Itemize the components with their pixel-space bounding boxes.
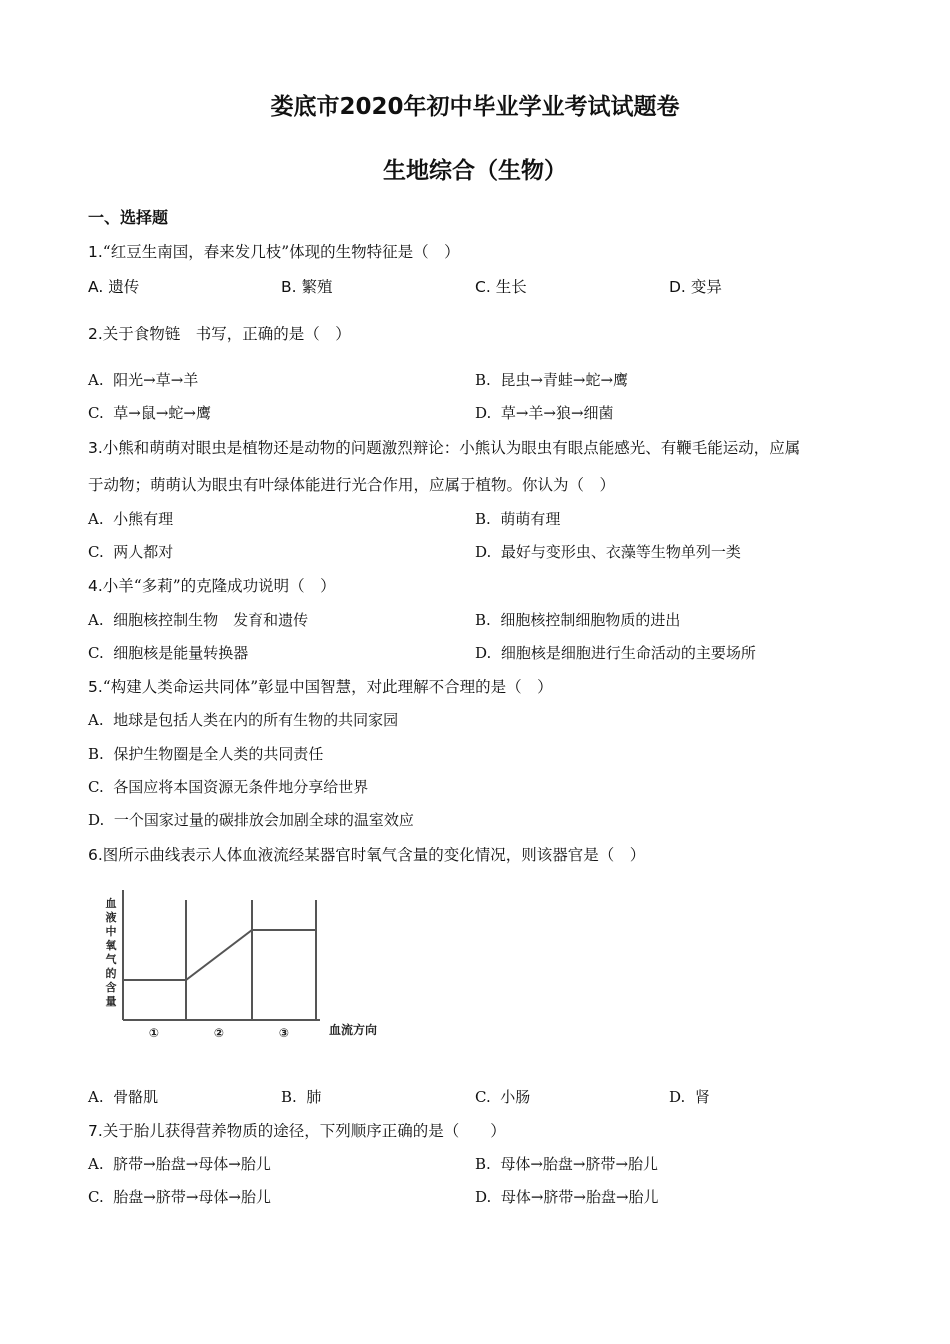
option-5b: B. 保护生物圈是全人类的共同责任 xyxy=(88,745,324,763)
option-5a: A. 地球是包括人类在内的所有生物的共同家园 xyxy=(88,711,399,729)
option-3a: A. 小熊有理 xyxy=(88,510,174,528)
question-7 xyxy=(88,1119,506,1141)
option-5d: D. 一个国家过量的碳排放会加剧全球的温室效应 xyxy=(88,811,414,829)
question-stem: 关于胎儿获得营养物质的途径，下列顺序正确的是（ ） xyxy=(102,1122,506,1140)
option-4c: C. 细胞核是能量转换器 xyxy=(88,644,249,662)
option-3d: D. 最好与变形虫、衣藻等生物单列一类 xyxy=(475,543,741,561)
question-4 xyxy=(88,574,336,596)
option-7c: C. 胎盘→脐带→母体→胎儿 xyxy=(88,1188,271,1206)
question-number: 3. xyxy=(88,439,103,457)
option-4d: D. 细胞核是细胞进行生命活动的主要场所 xyxy=(475,644,756,662)
region-label-3: ③ xyxy=(278,1026,290,1040)
y-axis-label-char: 含 xyxy=(105,981,117,994)
question-stem: 图所示曲线表示人体血液流经某器官时氧气含量的变化情况，则该器官是（ ） xyxy=(102,846,646,864)
option-4b: B. 细胞核控制细胞物质的进出 xyxy=(475,611,681,629)
question-number: 5. xyxy=(88,678,103,696)
option-4a: A. 细胞核控制生物 发育和遗传 xyxy=(88,611,309,629)
option-1c: C. 生长 xyxy=(475,278,527,296)
question-number: 1. xyxy=(88,243,103,261)
region-label-1: ① xyxy=(148,1026,160,1040)
question-number: 6. xyxy=(88,846,103,864)
y-axis-label xyxy=(106,896,118,1008)
question-stem: 关于食物链 书写，正确的是（ ） xyxy=(102,325,351,343)
option-2d: D. 草→羊→狼→细菌 xyxy=(475,404,614,422)
y-axis-label-char: 量 xyxy=(105,995,117,1008)
option-7b: B. 母体→胎盘→脐带→胎儿 xyxy=(475,1155,659,1173)
question-stem: “红豆生南国，春来发几枝”体现的生物特征是（ ） xyxy=(102,243,460,261)
option-1d: D. 变异 xyxy=(669,278,722,296)
option-7a: A. 脐带→胎盘→母体→胎儿 xyxy=(88,1155,271,1173)
question-6 xyxy=(88,843,645,865)
y-axis-label-char: 氧 xyxy=(105,939,117,952)
option-6c: C. 小肠 xyxy=(475,1088,531,1106)
option-2c: C. 草→鼠→蛇→鹰 xyxy=(88,404,211,422)
option-2b: B. 昆虫→青蛙→蛇→鹰 xyxy=(475,371,629,389)
question-number: 7. xyxy=(88,1122,103,1140)
question-stem: “构建人类命运共同体”彰显中国智慧，对此理解不合理的是（ ） xyxy=(102,678,553,696)
option-6b: B. 肺 xyxy=(281,1088,322,1106)
question-stem-line1: 小熊和萌萌对眼虫是植物还是动物的问题激烈辩论：小熊认为眼虫有眼点能感光、有鞭毛能运动，应属 xyxy=(102,439,801,457)
x-axis-label: 血流方向 xyxy=(329,1023,378,1037)
option-1b: B. 繁殖 xyxy=(281,278,333,296)
oxygen-curve xyxy=(123,930,316,980)
option-2a: A. 阳光→草→羊 xyxy=(88,371,199,389)
question-1 xyxy=(88,240,460,262)
question-3 xyxy=(88,436,800,458)
section-heading: 一、选择题 xyxy=(88,208,169,227)
question-3-line2: 于动物；萌萌认为眼虫有叶绿体能进行光合作用，应属于植物。你认为（ ） xyxy=(88,476,616,494)
y-axis-label-char: 的 xyxy=(105,967,117,980)
question-stem: 小羊“多莉”的克隆成功说明（ ） xyxy=(102,577,336,595)
oxygen-content-chart xyxy=(95,885,405,1050)
question-2 xyxy=(88,322,351,344)
question-number: 4. xyxy=(88,577,103,595)
y-axis-label-char: 中 xyxy=(105,925,117,938)
option-6d: D. 肾 xyxy=(669,1088,710,1106)
y-axis-label-char: 血 xyxy=(105,897,117,910)
option-7d: D. 母体→脐带→胎盘→胎儿 xyxy=(475,1188,659,1206)
option-3c: C. 两人都对 xyxy=(88,543,174,561)
question-5 xyxy=(88,675,553,697)
option-6a: A. 骨骼肌 xyxy=(88,1088,159,1106)
option-3b: B. 萌萌有理 xyxy=(475,510,561,528)
y-axis-label-char: 气 xyxy=(105,953,117,966)
page-title: 娄底市2020年初中毕业学业考试试题卷 xyxy=(270,94,680,120)
y-axis-label-char: 液 xyxy=(105,911,117,924)
question-number: 2. xyxy=(88,325,103,343)
page-subtitle: 生地综合（生物） xyxy=(383,158,567,184)
region-label-2: ② xyxy=(213,1026,225,1040)
option-1a: A. 遗传 xyxy=(88,278,140,296)
option-5c: C. 各国应将本国资源无条件地分享给世界 xyxy=(88,778,369,796)
